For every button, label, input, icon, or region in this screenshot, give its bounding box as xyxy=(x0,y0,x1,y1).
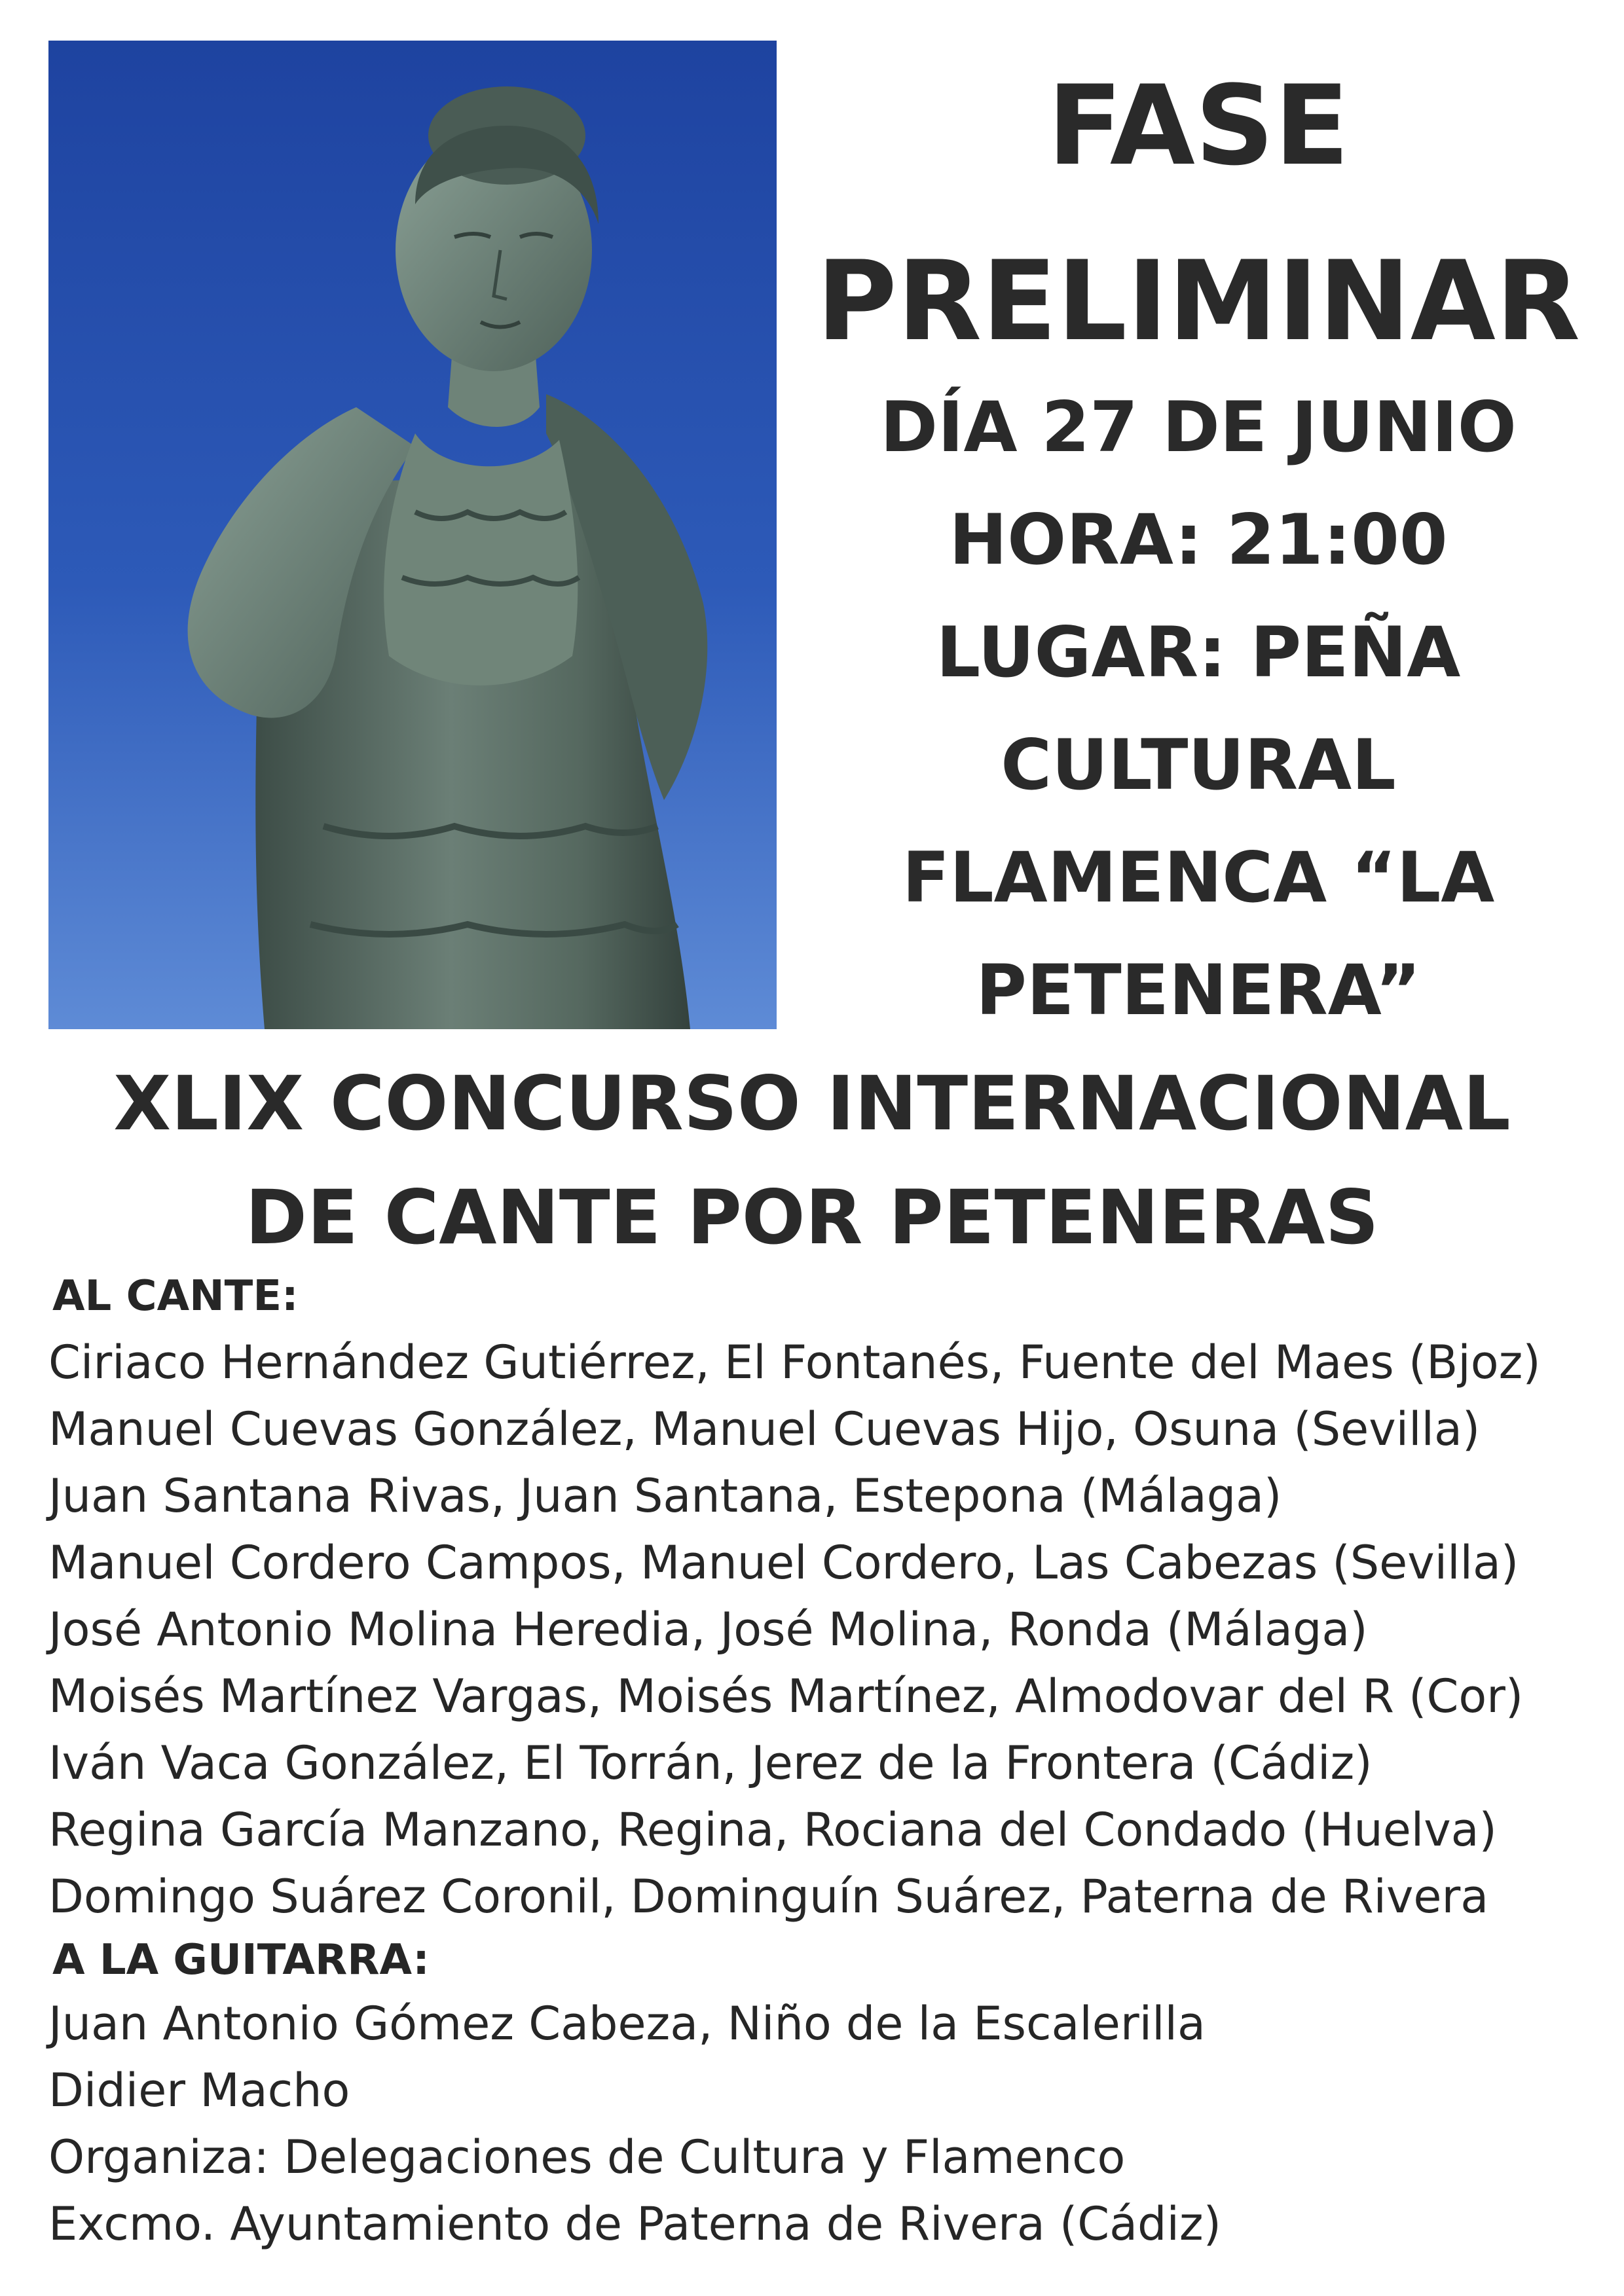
event-date: DÍA 27 DE JUNIO xyxy=(880,387,1517,467)
footer xyxy=(48,2124,1221,2257)
event-time: HORA: 21:00 xyxy=(949,500,1448,580)
singers-heading: AL CANTE: xyxy=(52,1272,299,1321)
singer-item: Ciriaco Hernández Gutiérrez, El Fontanés, Fuente del Maes (Bjoz) xyxy=(48,1336,1541,1389)
singer-item: Juan Santana Rivas, Juan Santana, Estepona (Málaga) xyxy=(48,1469,1282,1523)
contest-title-line-2: DE CANTE POR PETENERAS xyxy=(245,1174,1379,1261)
guitarist-item: Juan Antonio Gómez Cabeza, Niño de la Escalerilla xyxy=(48,1997,1206,2050)
organizer-text: Organiza: Delegaciones de Cultura y Flamenco xyxy=(48,2130,1126,2184)
singer-item: José Antonio Molina Heredia, José Molina, Ronda (Málaga) xyxy=(48,1603,1368,1656)
singer-item: Domingo Suárez Coronil, Dominguín Suárez, Paterna de Rivera xyxy=(48,1870,1489,1923)
council-text: Excmo. Ayuntamiento de Paterna de Rivera (Cádiz) xyxy=(48,2197,1221,2251)
singer-item: Iván Vaca González, El Torrán, Jerez de la Frontera (Cádiz) xyxy=(48,1736,1373,1790)
statue-photo xyxy=(48,41,777,1029)
singer-item: Manuel Cuevas González, Manuel Cuevas Hijo, Osuna (Sevilla) xyxy=(48,1402,1481,1456)
title-line-2: PRELIMINAR xyxy=(816,237,1581,365)
venue-line: PETENERA” xyxy=(976,950,1421,1030)
singer-item: Manuel Cordero Campos, Manuel Cordero, Las Cabezas (Sevilla) xyxy=(48,1536,1519,1590)
venue-line: FLAMENCA “LA xyxy=(902,837,1495,918)
contest-title-line-1: XLIX CONCURSO INTERNACIONAL xyxy=(113,1060,1511,1147)
singer-item: Regina García Manzano, Regina, Rociana del Condado (Huelva) xyxy=(48,1803,1497,1857)
venue-line: CULTURAL xyxy=(1001,725,1396,805)
title-line-1: FASE xyxy=(1047,62,1350,190)
venue-line: LUGAR: PEÑA xyxy=(936,612,1461,693)
singers-list xyxy=(48,1329,1541,1930)
guitarists-heading: A LA GUITARRA: xyxy=(52,1936,430,1984)
guitarist-item: Didier Macho xyxy=(48,2064,350,2117)
singer-item: Moisés Martínez Vargas, Moisés Martínez, Almodovar del R (Cor) xyxy=(48,1669,1524,1723)
guitarists-list xyxy=(48,1990,1206,2124)
